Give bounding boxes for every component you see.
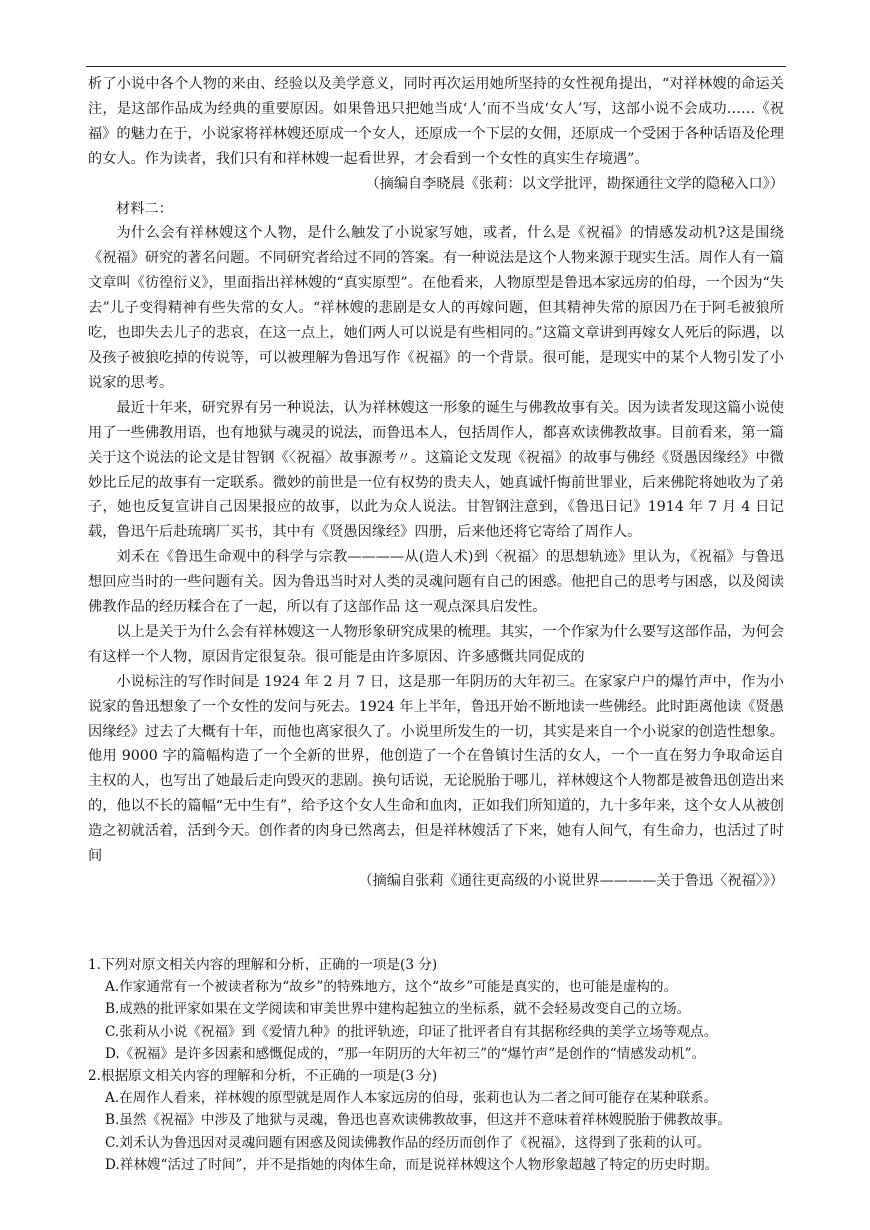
- option-b: B.成熟的批评家如果在文学阅读和审美世界中建构起独立的坐标系，就不会轻易改变自己的立场。: [105, 1001, 691, 1018]
- material2-paragraph: 以上是关于为什么会有祥林嫂这一人物形象研究成果的梳理。其实，一个作家为什么要写这部作品，为何会有这样一个人物，原因肯定很复杂。很可能是由许多原因、许多感慨共同促成的: [88, 623, 784, 665]
- question-2: [88, 1065, 788, 1176]
- header-rule: [86, 66, 786, 67]
- option-a: A.在周作人看来，祥林嫂的原型就是周作人本家远房的伯母，张莉也认为二者之间可能存在某种联系。: [105, 1090, 718, 1107]
- option-c: C.刘禾认为鲁迅因对灵魂问题有困惑及阅读佛教作品的经历而创作了《祝福》，这得到了张莉的认可。: [105, 1134, 711, 1151]
- reading-passage: [88, 72, 784, 894]
- material2-paragraph: 刘禾在《鲁迅生命观中的科学与宗教————从(造人术)到〈祝福〉的思想轨迹》里认为，《祝福》与鲁迅想回应当时的一些问题有关。因为鲁迅当时对人类的灵魂问题有自己的困惑。他把自己的思考与困惑，以及阅读佛教作品的经历糅合在了一起，所以有了这部作品 这一观点深具启发性。: [88, 549, 784, 616]
- question-stem: 1.下列对原文相关内容的理解和分析，正确的一项是(3 分): [88, 957, 438, 973]
- material1-tail: 析了小说中各个人物的来由、经验以及美学意义，同时再次运用她所坚持的女性视角提出，“对祥林嫂的命运关注，是这部作品成为经典的重要原因。如果鲁迅只把她当成‘人’而不当成‘女人’写，这部小说不会成功……《祝福》的魅力在于，小说家将祥林嫂还原成一个女人，还原成一个下层的女佣，还原成一个受困于各种话语及伦理的女人。作为读者，我们只有和祥林嫂一起看世界，才会看到一个女性的真实生存境遇”。: [88, 76, 784, 167]
- option-a: A.作家通常有一个被读者称为“故乡”的特殊地方，这个“故乡”可能是真实的，也可能是虚构的。: [105, 979, 678, 996]
- material2-source: （摘编自张莉《通往更高级的小说世界————关于鲁迅〈祝福〉》）: [358, 873, 784, 889]
- question-stem: 2.根据原文相关内容的理解和分析，不正确的一项是(3 分): [88, 1068, 438, 1085]
- material1-source: （摘编自李晓晨《张莉：以文学批评，勘探通往文学的隐秘入口》）: [365, 175, 784, 192]
- material2-paragraph: 最近十年来，研究界有另一种说法，认为祥林嫂这一形象的诞生与佛教故事有关。因为读者发现这篇小说使用了一些佛教用语，也有地狱与魂灵的说法，而鲁迅本人，包括周作人，都喜欢读佛教故事。目前看来，第一篇关于这个说法的论文是甘智钢《〈祝福〉故事源考〃。这篇论文发现《祝福》的故事与佛经《贤愚因缘经》中微妙比丘尼的故事有一定联系。微妙的前世是一位有权势的贵夫人，她真诚忏悔前世罪业，后来佛陀将她收为了弟子，她也反复宣讲自己因果报应的故事，以此为众人说法。甘智钢注意到，《鲁迅日记》1914 年 7 月 4 日记载，鲁迅午后赴琉璃厂买书，其中有《贤愚因缘经》四册，后来他还将它寄给了周作人。: [88, 399, 784, 541]
- option-b: B.虽然《祝福》中涉及了地狱与灵魂，鲁迅也喜欢读佛教故事，但这并不意味着祥林嫂脱胎于佛教故事。: [105, 1112, 732, 1129]
- question-section: [88, 954, 788, 1176]
- material2-paragraph: 小说标注的写作时间是 1924 年 2 月 7 日，这是那一年阴历的大年初三。在家家户户的爆竹声中，作为小说家的鲁迅想象了一个女性的发问与死去。1924 年上半年，鲁迅开始不断地读一些佛经。此时距离他读《贤愚因缘经》过去了大概有十年，而他也离家很久了。小说里所发生的一切，其实是来自一个小说家的创造性想象。他用 9000 字的篇幅构造了一个全新的世界，他创造了一个在鲁镇讨生活的女人，一个一直在努力争取命运自主权的人，也写出了她最后走向毁灭的悲剧。换句话说，无论脱胎于哪儿，祥林嫂这个人物都是被鲁迅创造出来的，他以不长的篇幅“无中生有”，给予这个女人生命和血肉，正如我们所知道的，九十多年来，这个女人从被创造之初就活着，活到今天。创作者的肉身已然离去，但是祥林嫂活了下来，她有人间气，有生命力，也活过了时间: [88, 673, 784, 865]
- option-d: D.《祝福》是许多因素和感慨促成的，“那一年阴历的大年初三”的“爆竹声”是创作的“情感发动机”。: [105, 1045, 706, 1062]
- material2-heading: 材料二：: [116, 200, 173, 217]
- material2-paragraph: 为什么会有祥林嫂这个人物，是什么触发了小说家写她，或者，什么是《祝福》的情感发动机?这是围绕《祝福》研究的著名问题。不同研究者给过不同的答案。有一种说法是这个人物来源于现实生活。周作人有一篇文章叫《彷徨衍义》，里面指出祥林嫂的“真实原型”。在他看来，人物原型是鲁迅本家远房的伯母，一个因为“失去”儿子变得精神有些失常的女人。“祥林嫂的悲剧是女人的再嫁问题，但其精神失常的原因乃在于阿毛被狼所吃，也即失去儿子的悲哀，在这一点上，她们两人可以说是有些相同的。”这篇文章讲到再嫁女人死后的际遇，以及孩子被狼吃掉的传说等，可以被理解为鲁迅写作《祝福》的一个背景。很可能，是现实中的某个人物引发了小说家的思考。: [88, 225, 784, 391]
- question-1: [88, 954, 788, 1065]
- option-d: D.祥林嫂“活过了时间”，并不是指她的肉体生命，而是说祥林嫂这个人物形象超越了特定的历史时期。: [105, 1156, 719, 1173]
- option-c: C.张莉从小说《祝福》到《爱情九种》的批评轨迹，印证了批评者自有其据称经典的美学立场等观点。: [105, 1023, 718, 1040]
